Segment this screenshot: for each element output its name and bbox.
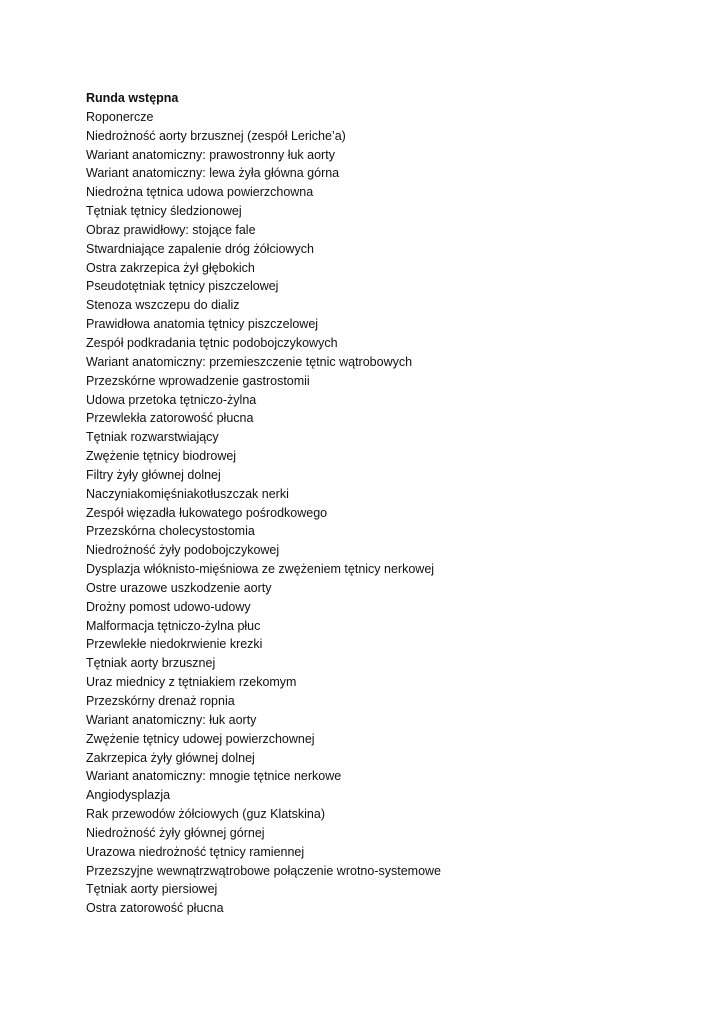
case-list — [86, 108, 686, 918]
case-list-item: Ostre urazowe uszkodzenie aorty — [86, 580, 272, 595]
case-list-item: Rak przewodów żółciowych (guz Klatskina) — [86, 807, 325, 822]
case-list-item: Uraz miednicy z tętniakiem rzekomym — [86, 675, 297, 690]
case-list-item: Niedrożność aorty brzusznej (zespół Leriche’a) — [86, 128, 346, 143]
case-list-item: Przewlekłe niedokrwienie krezki — [86, 637, 263, 652]
case-list-item: Roponercze — [86, 109, 154, 124]
case-list-item: Ostra zatorowość płucna — [86, 901, 224, 916]
case-list-item: Zakrzepica żyły głównej dolnej — [86, 750, 255, 765]
case-list-item: Wariant anatomiczny: mnogie tętnice nerkowe — [86, 769, 342, 784]
case-list-item: Malformacja tętniczo-żylna płuc — [86, 618, 261, 633]
case-list-item: Naczyniakomięśniakotłuszczak nerki — [86, 486, 289, 501]
case-list-item: Prawidłowa anatomia tętnicy piszczelowej — [86, 317, 319, 332]
case-list-item: Wariant anatomiczny: łuk aorty — [86, 712, 257, 727]
case-list-item: Niedrożność żyły głównej górnej — [86, 825, 265, 840]
case-list-item: Przezskórny drenaż ropnia — [86, 694, 235, 708]
case-list-item: Przewlekła zatorowość płucna — [86, 411, 254, 426]
case-list-item: Tętniak tętnicy śledzionowej — [86, 204, 242, 219]
case-list-item: Przezszyjne wewnątrzwątrobowe połączenie wrotno-systemowe — [86, 863, 442, 878]
case-list-item: Tętniak aorty piersiowej — [86, 882, 218, 897]
document-content — [86, 89, 686, 918]
case-list-item: Wariant anatomiczny: przemieszczenie tętnic wątrobowych — [86, 354, 413, 369]
case-list-item: Zwężenie tętnicy udowej powierzchownej — [86, 731, 315, 746]
case-list-item: Zespół więzadła łukowatego pośrodkowego — [86, 505, 328, 520]
case-list-item: Dysplazja włóknisto-mięśniowa ze zwężeniem tętnicy nerkowej — [86, 562, 435, 577]
case-list-item: Stwardniające zapalenie dróg żółciowych — [86, 241, 314, 256]
case-list-item: Ostra zakrzepica żył głębokich — [86, 260, 255, 275]
case-list-item: Zwężenie tętnicy biodrowej — [86, 449, 237, 464]
case-list-item: Niedrożność żyły podobojczykowej — [86, 543, 280, 558]
case-list-item: Filtry żyły głównej dolnej — [86, 467, 221, 482]
case-list-item: Angiodysplazja — [86, 788, 171, 803]
case-list-item: Pseudotętniak tętnicy piszczelowej — [86, 279, 279, 294]
case-list-item: Wariant anatomiczny: lewa żyła główna górna — [86, 166, 340, 181]
case-list-item: Wariant anatomiczny: prawostronny łuk aorty — [86, 147, 335, 162]
case-list-item: Stenoza wszczepu do dializ — [86, 298, 240, 313]
case-list-item: Przezskórne wprowadzenie gastrostomii — [86, 373, 310, 388]
document-title: Runda wstępna — [86, 91, 179, 105]
case-list-item: Tętniak aorty brzusznej — [86, 656, 216, 671]
case-list-item: Obraz prawidłowy: stojące fale — [86, 222, 256, 237]
case-list-item: Niedrożna tętnica udowa powierzchowna — [86, 185, 314, 200]
case-list-item: Zespół podkradania tętnic podobojczykowych — [86, 335, 338, 350]
case-list-item: Przezskórna cholecystostomia — [86, 524, 255, 539]
case-list-item: Udowa przetoka tętniczo-żylna — [86, 392, 257, 407]
case-list-item: Drożny pomost udowo-udowy — [86, 599, 251, 614]
case-list-item: Urazowa niedrożność tętnicy ramiennej — [86, 844, 305, 859]
case-list-item: Tętniak rozwarstwiający — [86, 430, 219, 445]
